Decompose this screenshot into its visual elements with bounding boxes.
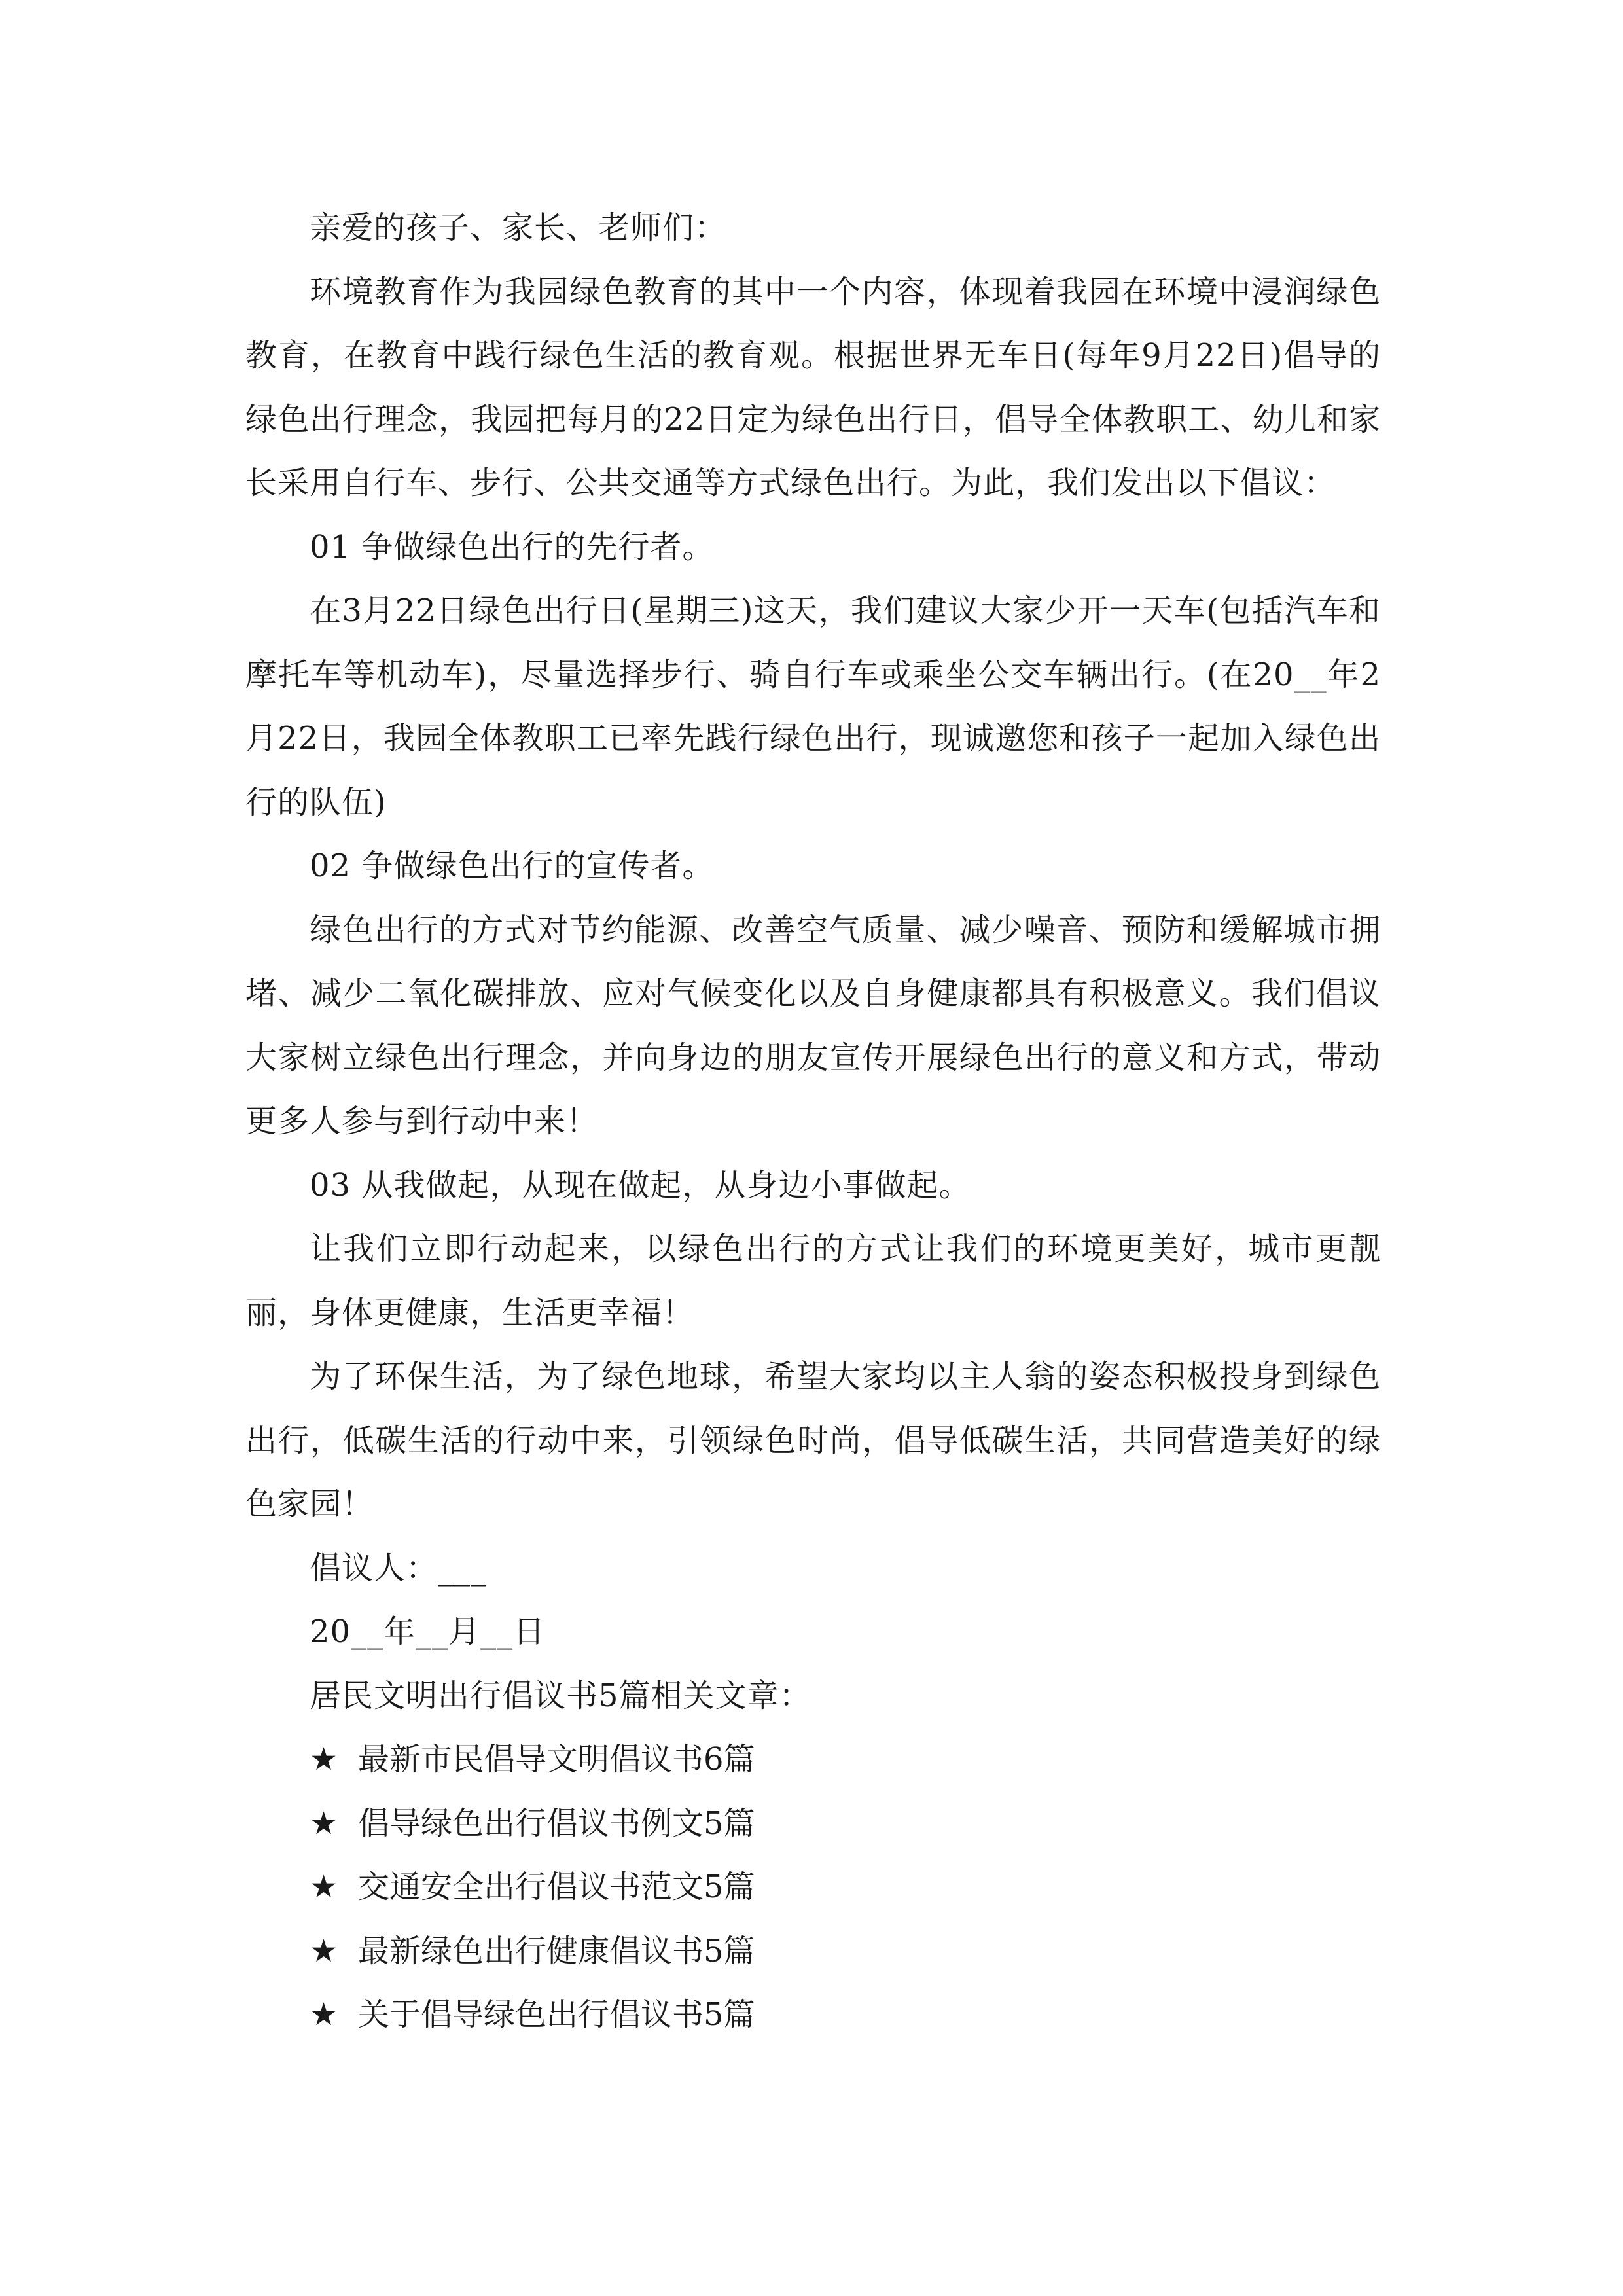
related-link-label: 倡导绿色出行倡议书例文5篇 bbox=[358, 1804, 755, 1842]
item2-body: 绿色出行的方式对节约能源、改善空气质量、减少噪音、预防和缓解城市拥堵、减少二氧化碳排放、应对气候变化以及自身健康都具有积极意义。我们倡议大家树立绿色出行理念，并向身边的朋友宣传开展绿色出行的意义和方式，带动更多人参与到行动中来！ bbox=[245, 911, 1381, 1139]
signer-line: 倡议人：___ bbox=[310, 1549, 488, 1587]
related-link[interactable] bbox=[310, 1728, 1381, 1792]
item3-body: 让我们立即行动起来，以绿色出行的方式让我们的环境更美好，城市更靓丽，身体更健康，生活更幸福！ bbox=[245, 1230, 1381, 1331]
related-list bbox=[245, 1728, 1381, 2047]
related-link-label: 最新市民倡导文明倡议书6篇 bbox=[358, 1741, 755, 1778]
date-line: 20__年__月__日 bbox=[310, 1613, 546, 1650]
star-icon: ★ bbox=[310, 1996, 338, 2033]
item2-title: 02 争做绿色出行的宣传者。 bbox=[310, 848, 715, 884]
related-link[interactable] bbox=[310, 1856, 1381, 1920]
salutation: 亲爱的孩子、家长、老师们： bbox=[310, 209, 727, 246]
item1-title: 01 争做绿色出行的先行者。 bbox=[310, 528, 715, 565]
item3-title: 03 从我做起，从现在做起，从身边小事做起。 bbox=[310, 1166, 971, 1204]
related-link-label: 最新绿色出行健康倡议书5篇 bbox=[358, 1932, 755, 1969]
star-icon: ★ bbox=[310, 1741, 338, 1778]
related-link-label: 关于倡导绿色出行倡议书5篇 bbox=[358, 1996, 755, 2033]
star-icon: ★ bbox=[310, 1932, 338, 1969]
related-link[interactable] bbox=[310, 1920, 1381, 1984]
star-icon: ★ bbox=[310, 1869, 338, 1905]
related-link-label: 交通安全出行倡议书范文5篇 bbox=[358, 1869, 755, 1905]
item1-body: 在3月22日绿色出行日(星期三)这天，我们建议大家少开一天车(包括汽车和摩托车等机动车)，尽量选择步行、骑自行车或乘坐公交车辆出行。(在20__年2月22日，我园全体教职工已率先践行绿色出行，现诚邀您和孩子一起加入绿色出行的队伍) bbox=[245, 592, 1381, 821]
closing-paragraph: 为了环保生活，为了绿色地球，希望大家均以主人翁的姿态积极投身到绿色出行，低碳生活的行动中来，引领绿色时尚，倡导低碳生活，共同营造美好的绿色家园！ bbox=[245, 1358, 1381, 1522]
intro-paragraph: 环境教育作为我园绿色教育的其中一个内容，体现着我园在环境中浸润绿色教育，在教育中践行绿色生活的教育观。根据世界无车日(每年9月22日)倡导的绿色出行理念，我园把每月的22日定为绿色出行日，倡导全体教职工、幼儿和家长采用自行车、步行、公共交通等方式绿色出行。为此，我们发出以下倡议： bbox=[245, 273, 1381, 501]
related-link[interactable] bbox=[310, 1983, 1381, 2047]
document-page bbox=[245, 196, 1381, 2047]
related-heading: 居民文明出行倡议书5篇相关文章： bbox=[310, 1677, 812, 1714]
star-icon: ★ bbox=[310, 1804, 338, 1842]
related-link[interactable] bbox=[310, 1792, 1381, 1856]
